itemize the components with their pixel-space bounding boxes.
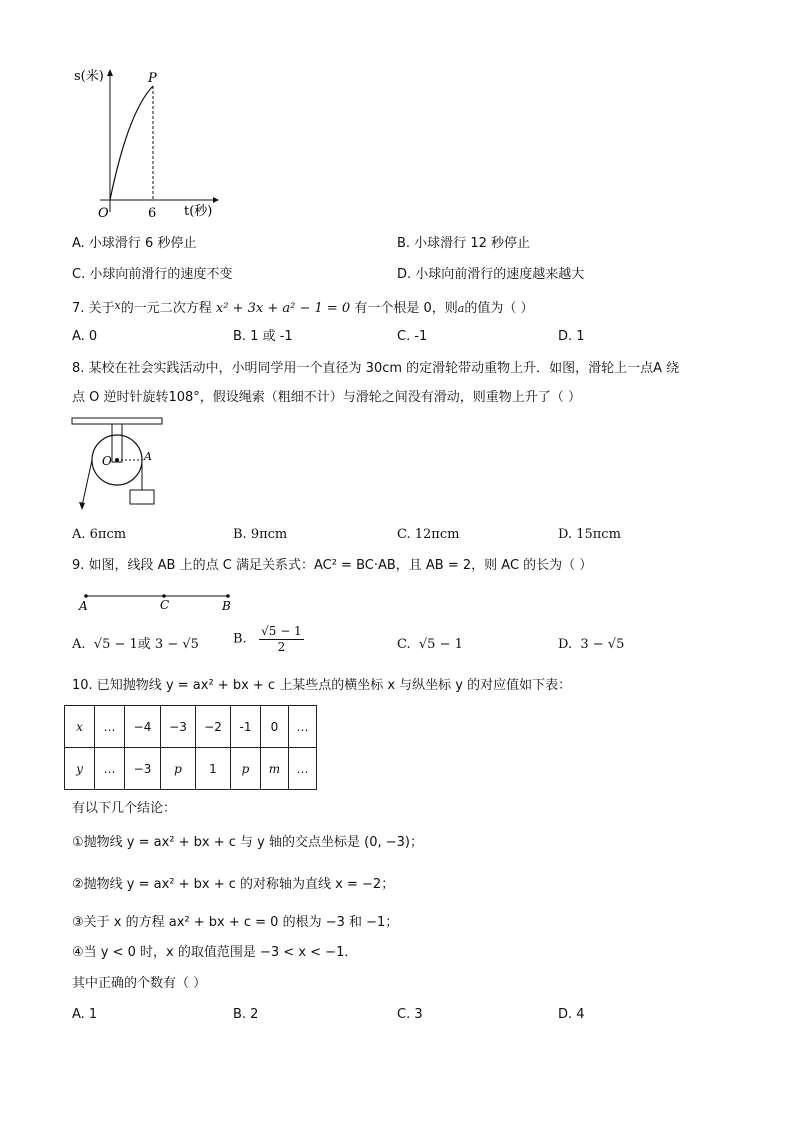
table-cell: y (65, 748, 95, 790)
values-table (64, 705, 317, 790)
point-label: P (148, 71, 157, 86)
table-cell: −2 (196, 706, 231, 748)
label-a: A (79, 599, 88, 613)
q10-option-a: A. 1 (72, 1007, 98, 1022)
table-cell: … (289, 748, 317, 790)
pulley-bracket (112, 424, 122, 462)
rope-arrow (79, 502, 85, 510)
q7-option-d: D. 1 (558, 329, 585, 344)
q8-stem-line2: 点 O 逆时针旋转108°，假设绳索（粗细不计）与滑轮之间没有滑动，则重物上升了（ ） (72, 390, 581, 405)
conclusions-title: 有以下几个结论： (72, 801, 177, 816)
conclusion-3: ③关于 x 的方程 ax² + bx + c = 0 的根为 −3 和 −1； (72, 915, 399, 930)
table-cell: … (95, 706, 125, 748)
table-cell: −3 (125, 748, 161, 790)
pulley-figure (70, 416, 170, 516)
table-cell: -1 (231, 706, 261, 748)
table-cell: p (231, 748, 261, 790)
point-b (226, 594, 230, 598)
q9-option-d: D. 3 − √5 (558, 637, 625, 652)
curve (110, 86, 153, 200)
q7-option-b: B. 1 或 -1 (233, 329, 293, 344)
q8-stem-line1: 8. 某校在社会实践活动中，小明同学用一个直径为 30cm 的定滑轮带动重物上升．如图，滑轮上一点A 绕 (72, 361, 680, 376)
table-cell: … (95, 748, 125, 790)
q9-stem: 9. 如图，线段 AB 上的点 C 满足关系式：AC² = BC·AB，且 AB = 2，则 AC 的长为（ ） (72, 558, 593, 573)
conclusion-2: ②抛物线 y = ax² + bx + c 的对称轴为直线 x = −2； (72, 877, 395, 892)
weight (130, 490, 154, 504)
q6-option-a: A. 小球滑行 6 秒停止 (72, 236, 197, 251)
y-axis-label: s(米) (74, 69, 104, 84)
table-cell: x (65, 706, 95, 748)
q10-option-d: D. 4 (558, 1007, 585, 1022)
q9-option-c: C. √5 − 1 (397, 637, 463, 652)
tick-label: 6 (148, 206, 157, 221)
table-cell: −3 (161, 706, 196, 748)
q10-stem: 10. 已知抛物线 y = ax² + bx + c 上某些点的横坐标 x 与纵坐标 y 的对应值如下表： (72, 678, 572, 693)
conclusion-4: ④当 y < 0 时，x 的取值范围是 −3 < x < −1． (72, 945, 358, 960)
origin-label: O (98, 206, 109, 221)
q9-b-numerator: √5 − 1 (261, 624, 302, 638)
table-cell: 1 (196, 748, 231, 790)
q6-option-c: C. 小球向前滑行的速度不变 (72, 267, 233, 282)
point-a (84, 594, 88, 598)
x-axis-arrow (213, 197, 219, 203)
y-axis-arrow (107, 69, 113, 76)
q10-question: 其中正确的个数有（ ） (72, 976, 207, 991)
q7-option-a: A. 0 (72, 329, 98, 344)
rope-left (82, 460, 92, 506)
fig-label-o: O (102, 454, 112, 468)
label-b: B (222, 599, 231, 613)
label-c: C (160, 598, 170, 612)
table-row-x (65, 706, 317, 748)
segment-figure (76, 588, 246, 614)
q10-option-c: C. 3 (397, 1007, 423, 1022)
table-row-y (65, 748, 317, 790)
table-cell: 0 (261, 706, 289, 748)
table-cell: −4 (125, 706, 161, 748)
ceiling-beam (72, 418, 162, 424)
q10-option-b: B. 2 (233, 1007, 259, 1022)
q9-b-denominator: 2 (277, 640, 286, 654)
q8-option-a: A. 6πcm (72, 527, 127, 542)
q8-option-b: B. 9πcm (233, 527, 288, 542)
q8-option-d: D. 15πcm (558, 527, 621, 542)
q9-option-a: A. √5 − 1或 3 − √5 (72, 637, 199, 652)
q7-option-c: C. -1 (397, 329, 428, 344)
q8-option-c: C. 12πcm (397, 527, 460, 542)
q6-option-d: D. 小球向前滑行的速度越来越大 (397, 267, 585, 282)
x-axis-label: t(秒) (184, 204, 213, 219)
table-cell: p (161, 748, 196, 790)
table-cell: m (261, 748, 289, 790)
q7-stem: 7. 关于$^x$的一元二次方程 x² + 3x + a² − 1 = 0 有一个根是 0，则a的值为（ ） (72, 299, 534, 316)
q9-option-b: B. $\frac{√5 - 1}{2}$ (233, 624, 302, 654)
conclusion-1: ①抛物线 y = ax² + bx + c 与 y 轴的交点坐标是 (0, −3)； (72, 835, 423, 850)
table-cell: … (289, 706, 317, 748)
q6-option-b: B. 小球滑行 12 秒停止 (397, 236, 530, 251)
distance-time-graph (70, 62, 230, 222)
fig-label-a: A (144, 450, 152, 463)
